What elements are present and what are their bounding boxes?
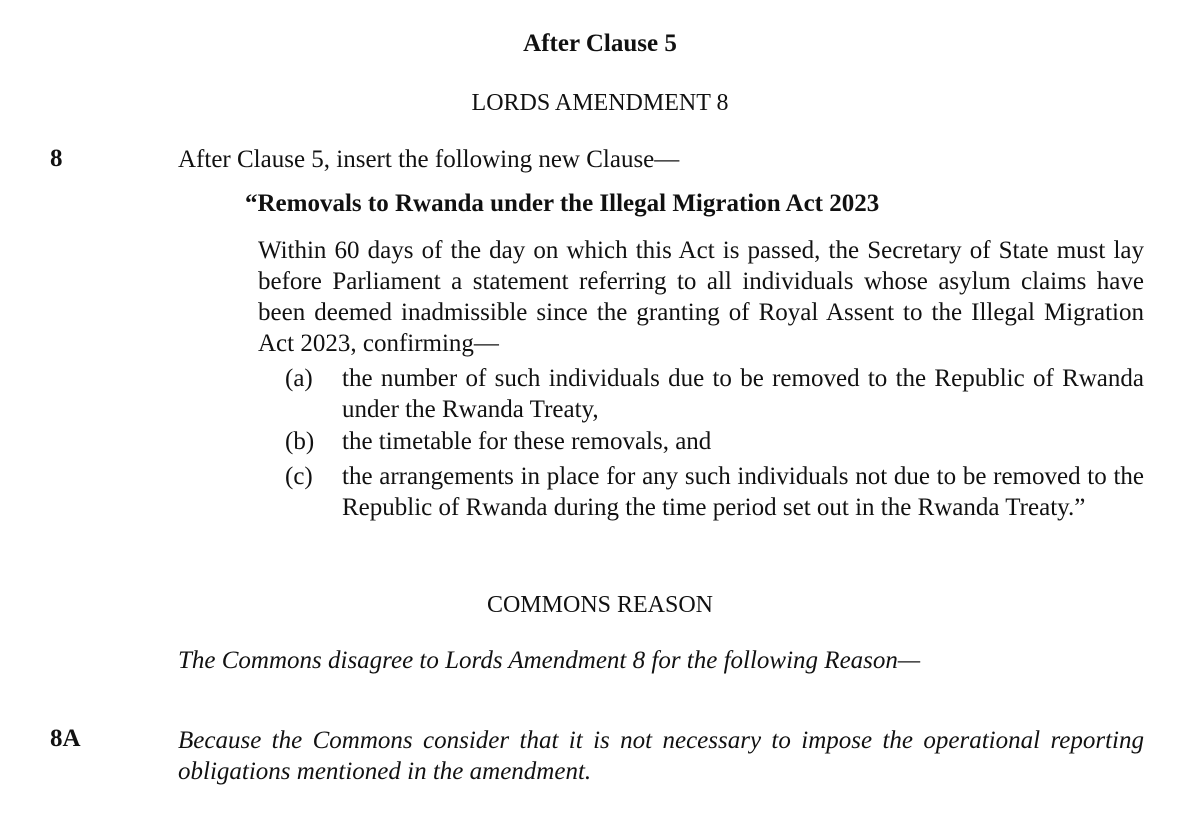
clause-title: “Removals to Rwanda under the Illegal Migration Act 2023 (245, 190, 880, 217)
reason-heading: COMMONS REASON (486, 592, 714, 618)
section-heading: After Clause 5 (523, 30, 677, 57)
amendment-heading: LORDS AMENDMENT 8 (471, 90, 729, 116)
list-item-text: the number of such individuals due to be removed to the Republic of Rwanda under the Rwanda Treaty, (342, 365, 1144, 423)
amendment-intro: After Clause 5, insert the following new Clause— (178, 146, 680, 173)
clause-paragraph: Within 60 days of the day on which this Act is passed, the Secretary of State must lay before Parliament a statement referring to all individuals whose asylum claims have been deemed inadmissible since the granting of Royal Assent to the Illegal Migration Act 2023, confirming— (258, 237, 1144, 357)
list-item-label: (c) (285, 463, 313, 490)
reason-number: 8A (50, 725, 81, 752)
reason-text: Because the Commons consider that it is not necessary to impose the operational reporting obligations mentioned in the amendment. (178, 727, 1144, 785)
list-item-text: the arrangements in place for any such individuals not due to be removed to the Republic of Rwanda during the time period set out in the Rwanda Treaty.” (342, 463, 1144, 521)
list-item-label: (a) (285, 365, 313, 392)
reason-intro: The Commons disagree to Lords Amendment 8 for the following Reason— (178, 647, 921, 674)
list-item-text: the timetable for these removals, and (342, 428, 712, 455)
amendment-number: 8 (50, 145, 63, 172)
list-item-label: (b) (285, 428, 315, 455)
